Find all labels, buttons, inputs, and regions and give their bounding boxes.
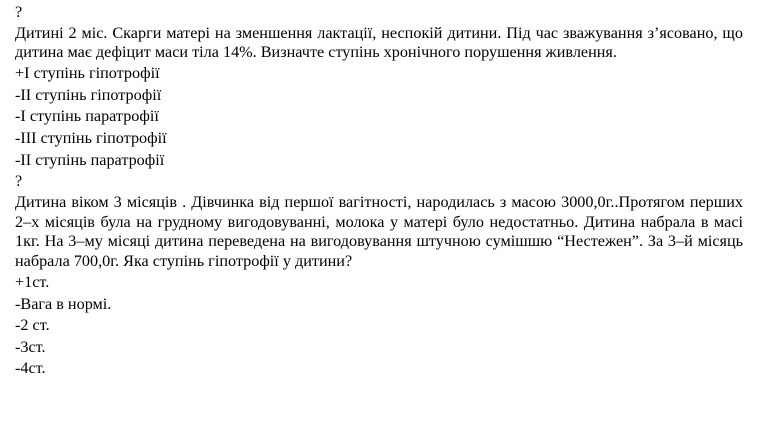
answer-option: -ІІ ступінь гіпотрофії <box>15 85 162 104</box>
answer-option: -І ступінь паратрофії <box>15 107 159 126</box>
answer-option: -ІІ ступінь паратрофії <box>15 150 165 169</box>
question-marker: ? <box>15 172 23 191</box>
answer-option: -4ст. <box>15 359 46 378</box>
document-body <box>15 2 743 380</box>
answer-option: -2 ст. <box>15 316 50 335</box>
answer-option: +І ступінь гіпотрофії <box>15 64 160 83</box>
question-text: Дитина віком 3 місяців . Дівчинка від першої вагітності, народилась з масою 3000,0г..Протягом перших 2–х місяців була на грудному вигодовуванні, молока у матері було недостатньо. Дитина набрала в масі 1кг. На 3–му місяці дитина переведена на вигодовування штучною сумішшю “Нестежен”. За 3–й місяць набрала 700,0г. Яка ступінь гіпотрофії у дитини? <box>15 192 743 271</box>
answer-option: -ІІІ ступінь гіпотрофії <box>15 128 167 147</box>
answer-option: +1ст. <box>15 272 50 291</box>
question-text: Дитині 2 міс. Скарги матері на зменшення лактації, неспокій дитини. Під час зважування з’ясовано, що дитина має дефіцит маси тіла 14%. Визначте ступінь хронічного порушення живлення. <box>15 23 743 62</box>
answer-option: -Вага в нормі. <box>15 294 112 313</box>
question-marker: ? <box>15 3 23 21</box>
answer-option: -3ст. <box>15 337 46 356</box>
